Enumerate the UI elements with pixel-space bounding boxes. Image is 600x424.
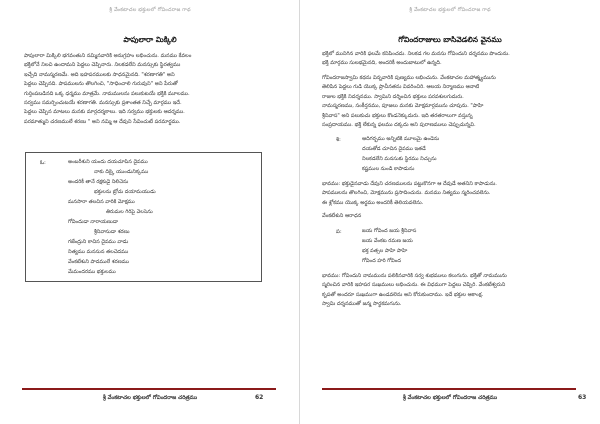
verse-line: భక్త వత్సల పాహి పాహి [362,248,408,254]
verse-line: నాకు దిక్కై యుండునిక్కము [94,169,149,175]
subheading: వేంకటేశుని ఆరాధన [322,213,362,219]
verse-line: దయతోడ చూచిన దైవము ఇతడే [362,146,426,152]
page-footer: శ్రీ వేంకటాచల భక్తులలో గోవిందరాజ చరిత్రము [102,395,198,401]
verse-line: శ్రీనివాసుడా శరణు [94,229,130,235]
footer-rule [22,388,276,390]
text-line: సంప్రదాయము. భక్తి లేకున్న ఫలము దక్కదు అని పురాణములు చెప్పుచున్నవి. [322,122,476,129]
verse-line: గజేంద్రుని కాచిన దైవము వాడు [68,239,129,245]
text-line: స్మరించిన వారికి ఇహపర సుఖములు లభించును. ఈ విధముగా పెద్దలు చెప్పిరి. వేంకటేశ్వరుని [322,282,506,289]
verse-line: గోవిందుడా నారాయణుడా [68,219,119,225]
text-line: భావము: గోవిందుని నామమును పలికినవారికి సర్వ శుభములు కలుగును. భక్తితో నామమును [322,273,507,279]
text-line: పెద్దలు చెప్పిన మాటలు మనకు మార్గదర్శకాలు. ఇది సర్వము భక్తులకు ఆదర్శము. [24,109,185,116]
text-line: పరమాత్ముని చరణములే శరణు " అని నమ్మి ఆ దేవుని సేవించుటే పరమార్థము. [24,118,181,125]
text-line: భావము: భక్తుడైనవాడు దేవుని చరణములను పట్టుకొనగా ఆ దేవుడే అతనిని కాపాడును. [322,181,497,187]
verse-line: అంబరీశుని యందు దయచూపిన దైవము [68,159,148,165]
text-line: భక్తిలోనే నిలచి ఉందామని పెద్దలు చెప్పినారు. నిలకడలేని మనస్సుకు స్థిరత్వము [24,62,181,69]
body-paragraph [322,50,578,69]
text-line: ఈ శ్లోకము యొక్క అర్థము అందరికీ తెలియవలెను. [322,199,424,206]
body-paragraph [24,52,276,127]
text-line: భక్తిలో మునిగిన వారికి ఫలమే కనిపించదు. నిలకడ గల మనసు గోవిందుని దర్శనము పొందును. [322,51,510,57]
running-head: శ్రీ వేంకటాచల భక్తులలో గోవిందరాజ గాథ [409,7,491,13]
text-line: గోవిందరాజస్వామి కథను విన్నవారికి పుణ్యము లభించును. వేంకటాచల మహాత్మ్యమును [322,75,496,81]
text-line: భక్తి మార్గము సులభమైనది, అందరికీ అందుబాటులో ఉన్నది. [322,60,442,67]
text-line: నామస్మరణము, సంకీర్తనము, పూజలు మనకు మోక్షమార్గమును చూపును. "పాహి [322,103,484,110]
verse-line: ఆదిగర్భము అన్నిటికి మూలమై ఉండెను [362,136,440,142]
verse-line: మేమందరము భక్తులము [68,269,116,275]
text-line: గుర్తింపబడినది ఒక్క ధర్మము మాత్రమే. నామములను పలుకుటయే భక్తికి మూలము. [24,90,190,97]
body-paragraph [322,74,578,130]
verse-line: నిత్యము మనసున తలచెదము [68,249,129,255]
text-line: పాపములను తొలగించి, మోక్షమును ప్రసాదించును. మనము నిత్యము స్మరించవలెను. [322,190,491,197]
text-line: శ్రీనివాస" అని పలుకుచు భక్తులు కొండనెక్కుదురు. ఇది తరతరాలుగా వస్తున్న [322,112,473,119]
verse-line: కష్టముల నుండి కాపాడును [362,166,415,172]
verse-line: అందరికీ తానే రక్షకుడై నిలిచెను [68,179,129,185]
bullet-marker: ఓ: [40,160,46,166]
text-line: తెలిపిన పెద్దలు గుడి యొక్క ప్రాచీనతను వివరించిరి. ఆలయ నిర్మాణము ఆనాటి [322,84,480,91]
bullet-marker: ప: [336,229,342,235]
text-line: సర్వము సమర్పించుటయే శరణాగతి. మనస్సుకు ప్రశాంతత నిచ్చే మార్గము ఇదే. [24,100,182,107]
verse-line: నిలకడలేని మనసుకు స్థిరము నిచ్చును [362,156,437,162]
text-line: కృపతో అందరూ సుఖముగా ఉండవలెను అని కోరుకుందాము. ఇదే భక్తుల ఆకాంక్ష. [322,291,484,298]
verse-line: తిరుమల గిరిపై వెలసెను [106,209,153,215]
section-title: గోవిందరాజులు బాసివెడలిన వైనము [398,35,502,44]
verse-line: జయ వేంకట రమణ జయ [362,238,413,244]
text-line: పెద్దలు చెప్పినది. పాపములను తొలగించి, "సాధించాలి గురువుని" అని పేరుతో [24,81,178,88]
page-number: 63 [578,394,587,401]
text-line: ఇచ్చేది నామస్మరణమే. అది ఇహపరములకు సాధనమైనది. "శరణాగతి" అని [24,71,175,78]
bullet-marker: శి: [336,137,341,143]
body-paragraph [322,180,578,208]
verse-line: వేంకటేశుని పాదములే శరణము [68,259,129,265]
text-line: రాజుల భక్తికి నిదర్శనము. స్వామిని దర్శించిన భక్తులు పరవశులగుదురు. [322,93,464,100]
section-title: పాపులారా మిక్కిలి [123,35,177,44]
verse-line: మనసారా తలచిన వారికి మోక్షము [68,199,135,205]
verse-line: భక్తులను బ్రోచు దయామయుడు [94,189,156,195]
right-page [300,0,600,424]
page-number: 62 [255,394,264,401]
text-line: స్వామి దర్శనముతో జన్మ సార్థకమగును. [322,301,402,308]
page-footer: శ్రీ వేంకటాచల భక్తులలో గోవిందరాజ చరిత్రము [402,395,498,401]
running-head: శ్రీ వేంకటాచల భక్తులలో గోవిందరాజ గాథ [109,7,191,13]
body-paragraph [322,272,578,310]
verse-line: గోవింద హరి గోవింద [362,258,401,264]
text-line: పాపులారా మిక్కిలి భగవంతుని నమ్మినవారికి అనుగ్రహం లభించును. మనము కేవలం [24,53,192,59]
verse-line: జయ గోవింద జయ శ్రీనివాస [362,228,417,234]
footer-rule [322,388,576,390]
verse-box [25,152,262,282]
